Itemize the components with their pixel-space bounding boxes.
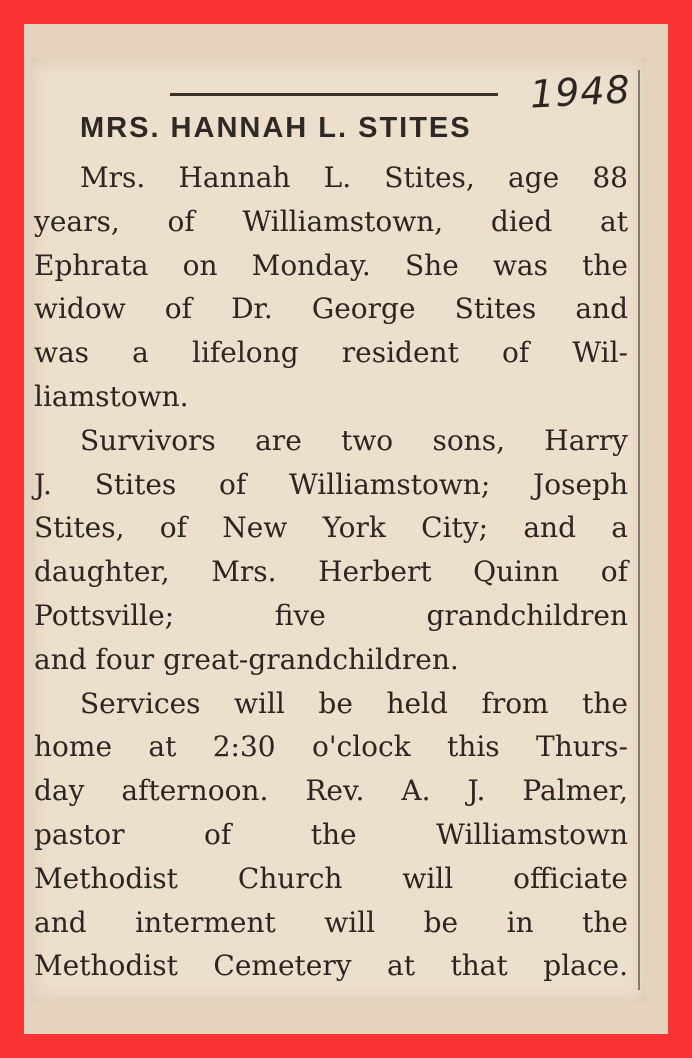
text-line: Survivors are two sons, Harry <box>80 423 628 457</box>
text-line: Services will be held from the <box>80 686 628 720</box>
obituary-headline: MRS. HANNAH L. STITES <box>80 112 472 144</box>
text-line: liamstown. <box>34 379 189 413</box>
text-line: Ephrata on Monday. She was the <box>34 248 628 282</box>
header-rule <box>170 93 498 96</box>
text-line: widow of Dr. George Stites and <box>34 292 628 326</box>
text-line: Stites, of New York City; and a <box>34 511 628 545</box>
text-line: years, of Williamstown, died at <box>34 204 628 238</box>
text-line: daughter, Mrs. Herbert Quinn of <box>34 555 628 589</box>
text-line: day afternoon. Rev. A. J. Palmer, <box>34 774 628 808</box>
handwritten-year: 1948 <box>528 67 632 117</box>
text-line: J. Stites of Williamstown; Joseph <box>34 467 628 501</box>
clipping-cut-edge <box>638 70 640 990</box>
text-line: and interment will be in the <box>34 905 628 939</box>
text-line: was a lifelong resident of Wil- <box>34 336 628 370</box>
text-line: Mrs. Hannah L. Stites, age 88 <box>80 161 628 194</box>
text-line: and four great-grandchildren. <box>34 642 459 676</box>
text-line: Methodist Cemetery at that place. <box>34 949 628 983</box>
text-line: Methodist Church will officiate <box>34 861 628 895</box>
obituary-body <box>34 156 628 988</box>
text-line: pastor of the Williamstown <box>34 817 628 851</box>
text-line: Pottsville; five grandchildren <box>34 598 628 632</box>
text-line: home at 2:30 o'clock this Thurs- <box>34 730 628 764</box>
